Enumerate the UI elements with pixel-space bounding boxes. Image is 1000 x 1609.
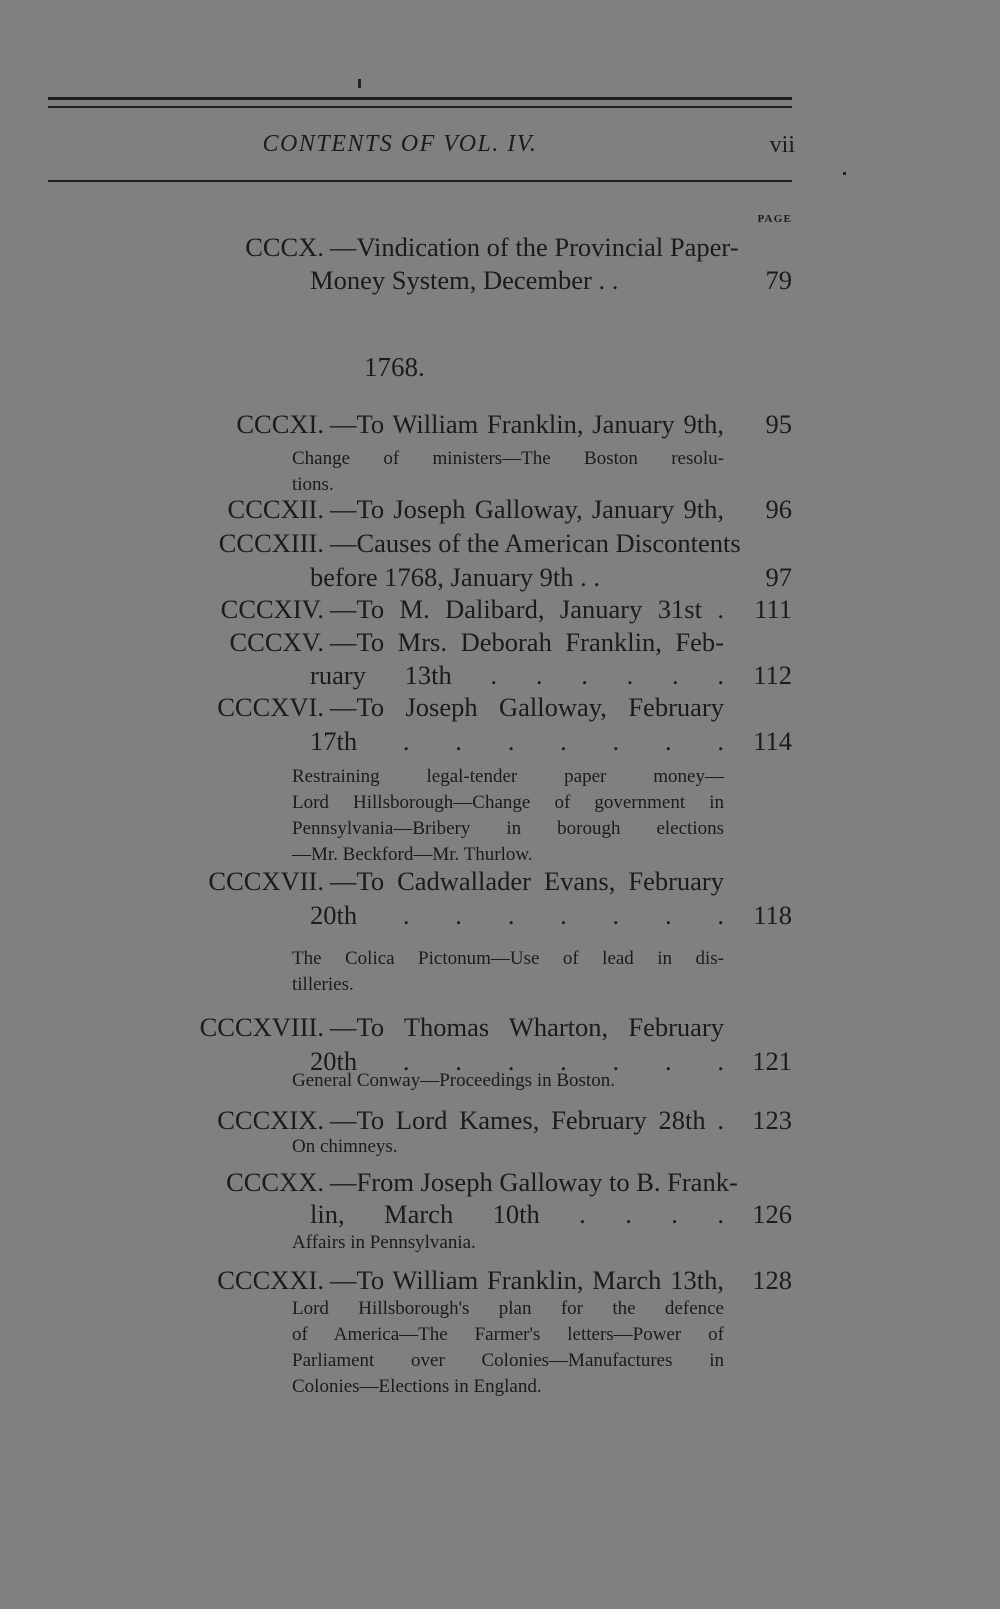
summary-line: —Mr. Beckford—Mr. Thurlow. <box>292 844 533 865</box>
summary-line: Lord Hillsborough's plan for the defence <box>292 1298 724 1319</box>
toc-entry-line <box>80 1010 724 1044</box>
entry-number: CCCXIII. <box>218 528 324 558</box>
running-title: CONTENTS OF VOL. IV. <box>262 131 538 157</box>
entry-page-number: 126 <box>752 1199 792 1229</box>
year-heading: 1768. <box>364 352 425 382</box>
toc-entry-line <box>80 492 724 526</box>
entry-number: CCCXIV. <box>220 594 324 624</box>
summary-line: of America—The Farmer's letters—Power of <box>292 1324 724 1345</box>
entry-number: CCCXVII. <box>208 866 324 896</box>
entry-title: —To Cadwallader Evans, February <box>330 866 724 896</box>
toc-entry-line <box>80 690 724 724</box>
entry-number: CCCXVIII. <box>199 1012 324 1042</box>
entry-title: —From Joseph Galloway to B. Frank- <box>330 1167 738 1197</box>
entry-number: CCCXV. <box>229 627 324 657</box>
entry-number: CCCXXI. <box>217 1265 324 1295</box>
entry-title: —To William Franklin, March 13th, <box>330 1265 724 1295</box>
entry-title-cont: lin, March 10th . . . . <box>310 1199 724 1229</box>
entry-title: —To Mrs. Deborah Franklin, Feb- <box>330 627 724 657</box>
summary-line: Affairs in Pennsylvania. <box>292 1232 476 1253</box>
entry-title-cont: Money System, December . . <box>310 265 619 295</box>
toc-entry-line <box>80 560 724 594</box>
entry-title: —To Lord Kames, February 28th . <box>330 1105 724 1135</box>
entry-number: CCCXX. <box>226 1167 324 1197</box>
toc-entry-line <box>80 658 724 692</box>
entry-number: CCCXI. <box>236 409 324 439</box>
entry-page-number: 118 <box>753 900 792 930</box>
entry-title: —Causes of the American Discontents <box>330 528 741 558</box>
toc-entry-line <box>80 592 724 626</box>
header-rule-top <box>48 97 792 100</box>
entry-title-cont: 17th . . . . . . . <box>310 726 724 756</box>
summary-line: Restraining legal-tender paper money— <box>292 766 724 787</box>
entry-summary <box>292 946 724 998</box>
entry-title: —To M. Dalibard, January 31st . <box>330 594 724 624</box>
entry-page-number: 112 <box>753 660 792 690</box>
entry-page-number: 111 <box>754 594 792 624</box>
summary-line: The Colica Pictonum—Use of lead in dis- <box>292 948 724 969</box>
toc-entry-line <box>80 263 724 297</box>
toc-entry-line <box>80 1263 724 1297</box>
entry-number: CCCX. <box>245 232 324 262</box>
entry-page-number: 95 <box>765 409 792 439</box>
entry-page-number: 114 <box>753 726 792 756</box>
entry-number: CCCXIX. <box>217 1105 324 1135</box>
folio-number: vii <box>769 132 795 158</box>
summary-line: General Conway—Proceedings in Boston. <box>292 1070 615 1091</box>
entry-title: —Vindication of the Provincial Paper- <box>330 232 739 262</box>
summary-line: Lord Hillsborough—Change of government in <box>292 792 724 813</box>
entry-title: —To Joseph Galloway, January 9th, <box>330 494 724 524</box>
entry-title: —To Thomas Wharton, February <box>330 1012 724 1042</box>
entry-page-number: 128 <box>752 1265 792 1295</box>
entry-summary <box>292 446 724 498</box>
toc-entry-line <box>80 407 724 441</box>
entry-title-cont: 20th . . . . . . . <box>310 1046 724 1076</box>
toc-entry-line <box>80 898 724 932</box>
summary-line: Parliament over Colonies—Manufactures in <box>292 1350 724 1371</box>
header-rule-top-thin <box>48 106 792 108</box>
entry-title: —To Joseph Galloway, February <box>330 692 724 722</box>
entry-page-number: 96 <box>765 494 792 524</box>
summary-line: tions. <box>292 474 334 495</box>
entry-page-number: 123 <box>752 1105 792 1135</box>
toc-entry-line <box>80 526 741 560</box>
toc-entry-line <box>80 724 724 758</box>
entry-summary <box>292 1230 724 1256</box>
entry-summary <box>292 1134 724 1160</box>
summary-line: tilleries. <box>292 974 354 995</box>
page-column-label: PAGE <box>757 213 792 225</box>
entry-summary <box>292 1068 724 1094</box>
summary-line: Pennsylvania—Bribery in borough elections <box>292 818 724 839</box>
entry-number: CCCXVI. <box>217 692 324 722</box>
header-rule-bottom <box>48 180 792 182</box>
toc-entry-line <box>80 864 724 898</box>
toc-entry-line <box>80 230 739 264</box>
summary-line: Change of ministers—The Boston resolu- <box>292 448 724 469</box>
entry-title-cont: before 1768, January 9th . . <box>310 562 600 592</box>
toc-entry-line <box>80 1197 724 1231</box>
summary-line: Colonies—Elections in England. <box>292 1376 542 1397</box>
entry-number: CCCXII. <box>227 494 324 524</box>
summary-line: On chimneys. <box>292 1136 398 1157</box>
entry-title: —To William Franklin, January 9th, <box>330 409 724 439</box>
entry-page-number: 79 <box>765 265 792 295</box>
toc-entry-line <box>80 1165 738 1199</box>
entry-page-number: 97 <box>765 562 792 592</box>
entry-title-cont: ruary 13th . . . . . . <box>310 660 724 690</box>
print-speck <box>358 79 361 88</box>
entry-title-cont: 20th . . . . . . . <box>310 900 724 930</box>
toc-entry-line <box>80 1103 724 1137</box>
toc-entry-line <box>80 625 724 659</box>
entry-summary <box>292 764 724 868</box>
print-speck <box>843 172 846 175</box>
entry-summary <box>292 1296 724 1400</box>
entry-page-number: 121 <box>752 1046 792 1076</box>
